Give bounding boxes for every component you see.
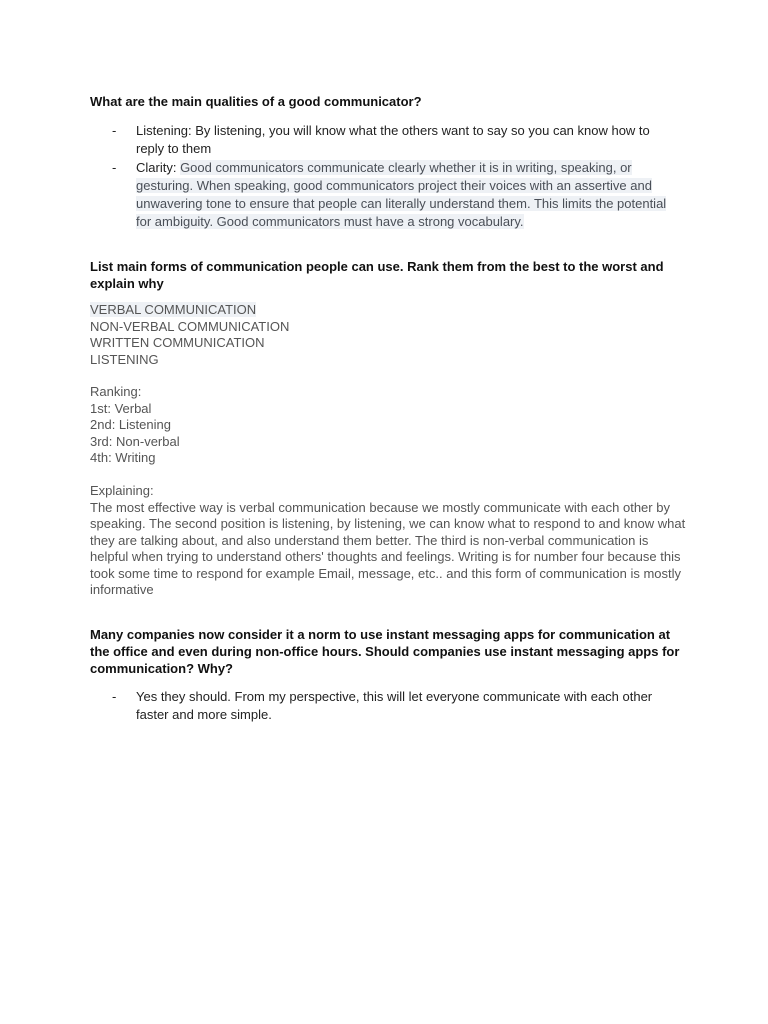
explaining-section <box>90 483 690 599</box>
ranking-item: 2nd: Listening <box>90 417 171 432</box>
ranking-item: 4th: Writing <box>90 450 156 465</box>
form-item-text: VERBAL COMMUNICATION <box>90 302 257 317</box>
bullet-dash: - <box>112 123 117 138</box>
question-3-answer-list <box>90 688 680 725</box>
form-item: LISTENING <box>90 351 159 367</box>
question-2-heading: List main forms of communication people can use. Rank them from the best to the worst and explain why <box>90 259 664 291</box>
answer-bullet-yes <box>90 688 680 724</box>
explaining-label: Explaining: <box>90 483 154 498</box>
question-1-answer-list <box>90 122 680 232</box>
bullet-dash: - <box>112 689 117 704</box>
ranking-label: Ranking: <box>90 384 142 399</box>
bullet-label: Clarity: <box>136 160 181 175</box>
highlighted-text: Good communicators communicate clearly whether it is in writing, speaking, or gesturing. When speaking, good communicators project their voices with an assertive and unwavering tone to ensure that people can literally understand them. This limits the potential for ambiguity. Good communicators must have a strong vocabulary. <box>136 160 667 229</box>
answer-bullet-clarity <box>90 159 680 231</box>
explaining-paragraph: The most effective way is verbal communication because we mostly communicate with each other by speaking. The second position is listening, by listening, we can know what to respond to and know what they are talking about, and also understand them better. The third is non-verbal communication is helpful when trying to understand others' thoughts and feelings. Writing is for number four because this took some time to respond for example Email, message, etc.. and this form of communication is mostly informative <box>90 499 686 597</box>
form-item: WRITTEN COMMUNICATION <box>90 335 265 350</box>
bullet-dash: - <box>112 160 117 175</box>
ranking-item: 3rd: Non-verbal <box>90 433 180 449</box>
ranking-section <box>90 384 690 467</box>
bullet-text: Yes they should. From my perspective, this will let everyone communicate with each other faster and more simple. <box>136 689 653 722</box>
form-item <box>90 302 690 319</box>
bullet-text: Listening: By listening, you will know what the others want to say so you can know how to reply to them <box>136 123 650 156</box>
question-3-heading: Many companies now consider it a norm to use instant messaging apps for communication at the office and even during non-office hours. Should companies use instant messaging apps for communication? Why? <box>90 627 680 676</box>
form-item: NON-VERBAL COMMUNICATION <box>90 318 290 334</box>
question-1-heading: What are the main qualities of a good communicator? <box>90 94 422 109</box>
ranking-item: 1st: Verbal <box>90 400 152 416</box>
answer-bullet-listening <box>90 122 680 158</box>
communication-forms-list <box>90 302 690 368</box>
